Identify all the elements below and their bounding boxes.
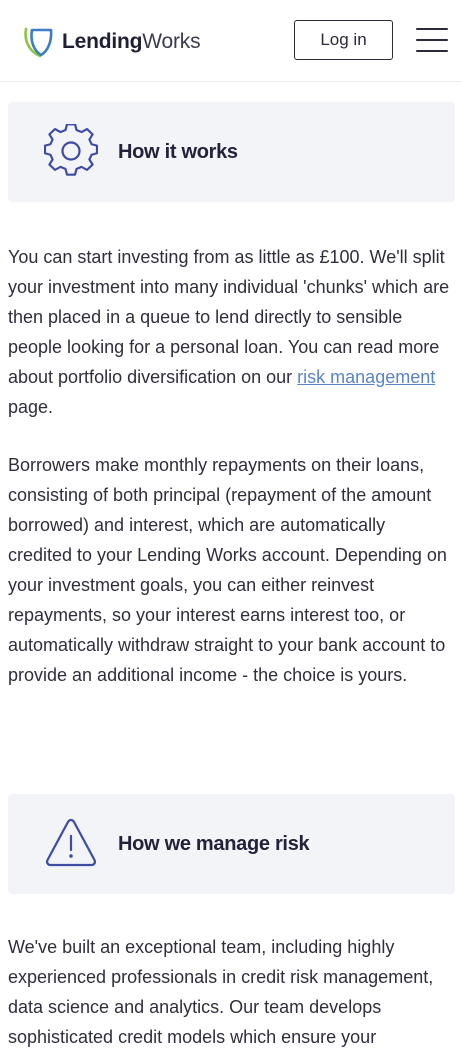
warning-icon: [44, 816, 98, 870]
site-header: [0, 0, 462, 82]
logo-wordmark: [62, 30, 200, 54]
manage-risk-title: How we manage risk: [118, 832, 310, 855]
manage-risk-card: [8, 794, 455, 894]
manage-risk-paragraph-1: We've built an exceptional team, including highly experienced professionals in credit risk management, data science and analytics. Our team develops sophisticated credit models which ensure your: [8, 937, 434, 1047]
how-it-works-title: How it works: [118, 140, 238, 163]
risk-management-link[interactable]: risk management: [297, 367, 436, 387]
gear-icon: [44, 124, 98, 178]
shield-logo-icon: [20, 25, 56, 59]
logo-text-light: Works: [142, 30, 201, 53]
how-it-works-paragraph-2: Borrowers make monthly repayments on their loans, consisting of both principal (repayment of the amount borrowed) and interest, which are automatically credited to your Lending Works account. Depending on your investment goals, you can either reinvest repayments, so your interest earns interest too, or automatically withdraw straight to your bank account to provide an additional income - the choice is yours.: [8, 455, 447, 685]
login-button[interactable]: Log in: [294, 20, 393, 60]
hamburger-menu-icon[interactable]: [416, 28, 450, 54]
how-it-works-paragraph-1: [8, 242, 454, 422]
para1-text: You can start investing from as little as £100. We'll split your investment into many individual 'chunks' which are then placed in a queue to lend directly to sensible people looking for a personal loan. You can read more about portfolio diversification on our: [8, 247, 450, 387]
logo-text-bold: Lending: [62, 30, 143, 53]
lending-works-logo[interactable]: [20, 24, 200, 60]
how-it-works-card: [8, 102, 455, 202]
para1-after: page.: [8, 397, 54, 417]
